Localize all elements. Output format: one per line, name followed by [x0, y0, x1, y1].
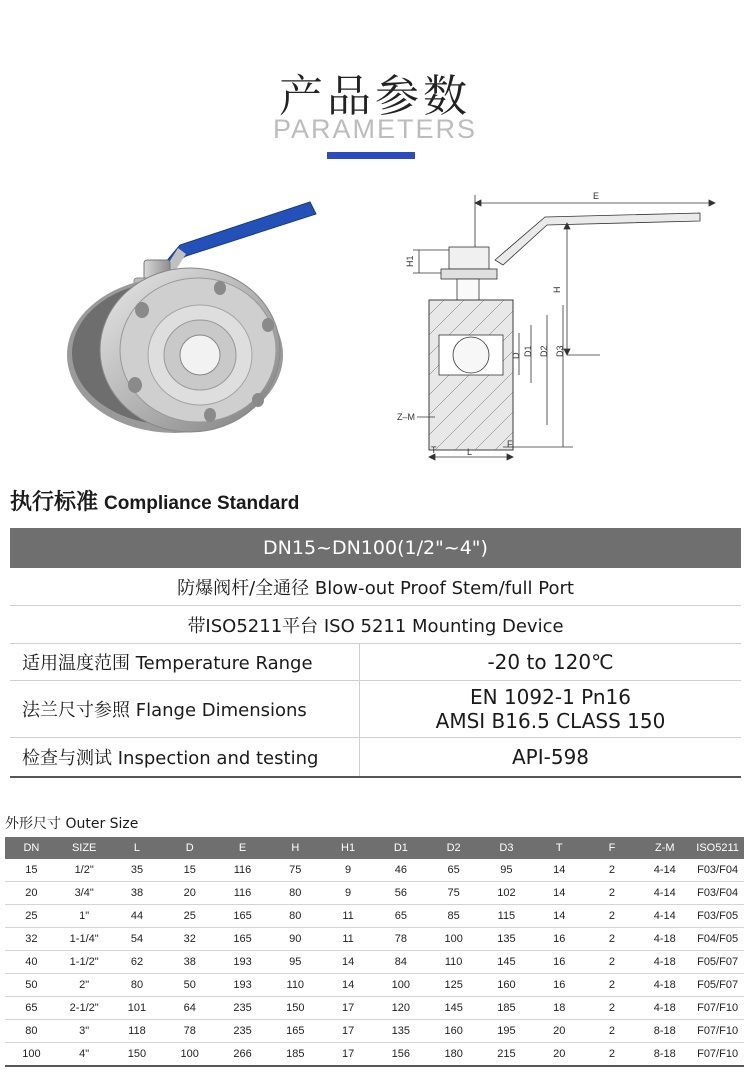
table-cell: 20: [533, 1020, 586, 1043]
size-range-row: [10, 528, 741, 568]
table-cell: 4-18: [638, 974, 691, 997]
table-cell: 100: [5, 1043, 58, 1067]
table-cell: 25: [163, 905, 216, 928]
table-cell: 195: [480, 1020, 533, 1043]
table-cell: 115: [480, 905, 533, 928]
table-cell: 156: [374, 1043, 427, 1067]
table-cell: 75: [269, 859, 322, 882]
table-cell: 2: [586, 1020, 639, 1043]
table-cell: 135: [480, 928, 533, 951]
table-cell: 65: [5, 997, 58, 1020]
table-cell: 95: [480, 859, 533, 882]
table-cell: F03/F04: [691, 859, 744, 882]
table-cell: 185: [269, 1043, 322, 1067]
table-cell: 160: [480, 974, 533, 997]
outer-size-title: 外形尺寸 Outer Size: [5, 816, 139, 832]
spec-value-flange: [360, 681, 742, 738]
table-cell: 90: [269, 928, 322, 951]
dim-label-d: D: [511, 352, 521, 359]
spec-row: [10, 644, 741, 681]
spec-row: [10, 681, 741, 738]
table-cell: 1-1/2": [58, 951, 111, 974]
dim-label-d3: D3: [555, 345, 565, 357]
table-header-row: [5, 837, 744, 859]
table-cell: 84: [374, 951, 427, 974]
table-cell: 118: [111, 1020, 164, 1043]
valve-dimension-drawing: [395, 185, 725, 465]
table-cell: 110: [427, 951, 480, 974]
table-cell: 9: [322, 859, 375, 882]
size-range: DN15~DN100(1/2"~4"): [10, 528, 741, 568]
table-cell: 4-18: [638, 928, 691, 951]
feature-blowout: 防爆阀杆/全通径 Blow-out Proof Stem/full Port: [10, 568, 741, 606]
table-row: [5, 1020, 744, 1043]
table-cell: 3/4": [58, 882, 111, 905]
dim-label-d1: D1: [523, 345, 533, 357]
table-cell: 160: [427, 1020, 480, 1043]
spec-row: [10, 738, 741, 778]
column-header: H: [269, 837, 322, 859]
dim-label-t: T: [431, 445, 437, 455]
table-cell: 32: [163, 928, 216, 951]
table-row: [5, 928, 744, 951]
compliance-table: [10, 528, 741, 778]
table-cell: 80: [5, 1020, 58, 1043]
column-header: Z-M: [638, 837, 691, 859]
table-cell: 95: [269, 951, 322, 974]
table-cell: 54: [111, 928, 164, 951]
table-cell: 50: [163, 974, 216, 997]
table-cell: 165: [216, 905, 269, 928]
column-header: E: [216, 837, 269, 859]
table-cell: 64: [163, 997, 216, 1020]
table-row: [5, 859, 744, 882]
table-cell: 9: [322, 882, 375, 905]
column-header: SIZE: [58, 837, 111, 859]
feature-row: [10, 606, 741, 644]
table-cell: 46: [374, 859, 427, 882]
table-cell: 4-14: [638, 882, 691, 905]
dim-label-l: L: [467, 447, 473, 457]
table-cell: 4": [58, 1043, 111, 1067]
table-cell: 266: [216, 1043, 269, 1067]
table-cell: 1-1/4": [58, 928, 111, 951]
table-cell: 2-1/2": [58, 997, 111, 1020]
table-cell: 20: [5, 882, 58, 905]
table-cell: 17: [322, 1043, 375, 1067]
table-cell: 25: [5, 905, 58, 928]
table-row: [5, 974, 744, 997]
table-cell: 3": [58, 1020, 111, 1043]
table-cell: 65: [427, 859, 480, 882]
table-cell: 75: [427, 882, 480, 905]
column-header: T: [533, 837, 586, 859]
dim-label-f: F: [507, 439, 513, 449]
table-cell: 180: [427, 1043, 480, 1067]
table-cell: 40: [5, 951, 58, 974]
page-title-cn: 产品参数: [279, 71, 471, 122]
table-cell: 1": [58, 905, 111, 928]
table-cell: 102: [480, 882, 533, 905]
ball-valve-photo: [60, 190, 320, 435]
table-cell: 2: [586, 882, 639, 905]
table-cell: 78: [374, 928, 427, 951]
table-row: [5, 905, 744, 928]
compliance-title-cn: 执行标准: [10, 490, 99, 515]
column-header: ISO5211: [691, 837, 744, 859]
table-cell: 120: [374, 997, 427, 1020]
table-cell: 14: [322, 974, 375, 997]
feature-row: [10, 568, 741, 606]
table-cell: 2: [586, 951, 639, 974]
flange-standard-en: EN 1092-1 Pn16: [470, 685, 631, 709]
table-cell: 14: [533, 882, 586, 905]
spec-label-temperature: 适用温度范围 Temperature Range: [10, 644, 360, 681]
table-cell: 125: [427, 974, 480, 997]
column-header: DN: [5, 837, 58, 859]
table-cell: 16: [533, 974, 586, 997]
table-cell: 101: [111, 997, 164, 1020]
table-cell: 50: [5, 974, 58, 997]
table-cell: 20: [533, 1043, 586, 1067]
table-cell: 2: [586, 974, 639, 997]
table-cell: F04/F05: [691, 928, 744, 951]
table-cell: F07/F10: [691, 1020, 744, 1043]
table-row: [5, 951, 744, 974]
table-cell: 62: [111, 951, 164, 974]
table-cell: 2: [586, 905, 639, 928]
table-cell: F07/F10: [691, 997, 744, 1020]
table-cell: 56: [374, 882, 427, 905]
table-cell: 2: [586, 1043, 639, 1067]
table-cell: 165: [216, 928, 269, 951]
table-cell: 4-18: [638, 951, 691, 974]
feature-iso-mounting: 带ISO5211平台 ISO 5211 Mounting Device: [10, 606, 741, 644]
table-cell: 145: [480, 951, 533, 974]
column-header: D2: [427, 837, 480, 859]
column-header: D1: [374, 837, 427, 859]
table-cell: F03/F05: [691, 905, 744, 928]
table-cell: 100: [374, 974, 427, 997]
table-cell: 11: [322, 928, 375, 951]
spec-value-temperature: -20 to 120℃: [360, 644, 742, 681]
table-cell: 4-14: [638, 859, 691, 882]
table-cell: 145: [427, 997, 480, 1020]
spec-value-inspection: API-598: [360, 738, 742, 778]
table-cell: 44: [111, 905, 164, 928]
table-cell: 215: [480, 1043, 533, 1067]
table-row: [5, 997, 744, 1020]
spec-label-inspection: 检查与测试 Inspection and testing: [10, 738, 360, 778]
table-cell: 15: [5, 859, 58, 882]
table-cell: 100: [427, 928, 480, 951]
table-cell: 100: [163, 1043, 216, 1067]
table-cell: 150: [269, 997, 322, 1020]
column-header: L: [111, 837, 164, 859]
table-cell: 165: [269, 1020, 322, 1043]
table-cell: 2: [586, 859, 639, 882]
table-cell: 32: [5, 928, 58, 951]
table-cell: 8-18: [638, 1043, 691, 1067]
table-cell: 116: [216, 882, 269, 905]
table-row: [5, 882, 744, 905]
column-header: H1: [322, 837, 375, 859]
table-cell: 14: [533, 859, 586, 882]
compliance-title-en: Compliance Standard: [104, 493, 300, 514]
table-cell: 193: [216, 951, 269, 974]
table-cell: 193: [216, 974, 269, 997]
dim-label-e: E: [593, 191, 600, 201]
table-cell: 4-14: [638, 905, 691, 928]
table-cell: F03/F04: [691, 882, 744, 905]
table-row: [5, 1043, 744, 1067]
table-cell: 16: [533, 951, 586, 974]
dim-label-h: H: [552, 286, 562, 293]
table-cell: 110: [269, 974, 322, 997]
table-cell: 14: [533, 905, 586, 928]
table-cell: 35: [111, 859, 164, 882]
dim-label-d2: D2: [539, 345, 549, 357]
table-cell: 14: [322, 951, 375, 974]
page-title-en: PARAMETERS: [272, 114, 478, 144]
table-cell: 116: [216, 859, 269, 882]
table-cell: 150: [111, 1043, 164, 1067]
dim-label-h1: H1: [405, 255, 415, 267]
table-cell: 65: [374, 905, 427, 928]
table-cell: F05/F07: [691, 974, 744, 997]
table-cell: 2: [586, 928, 639, 951]
table-cell: 38: [163, 951, 216, 974]
dim-label-zm: Z–M: [397, 412, 415, 422]
flange-standard-amsi: AMSI B16.5 CLASS 150: [435, 709, 666, 733]
outer-size-table: [5, 837, 744, 1067]
column-header: D3: [480, 837, 533, 859]
spec-label-flange: 法兰尺寸参照 Flange Dimensions: [10, 681, 360, 738]
table-cell: 1/2": [58, 859, 111, 882]
table-cell: 17: [322, 997, 375, 1020]
table-cell: 18: [533, 997, 586, 1020]
table-cell: 11: [322, 905, 375, 928]
table-cell: 8-18: [638, 1020, 691, 1043]
table-cell: F07/F10: [691, 1043, 744, 1067]
table-cell: F05/F07: [691, 951, 744, 974]
table-cell: 2": [58, 974, 111, 997]
table-cell: 17: [322, 1020, 375, 1043]
table-cell: 235: [216, 997, 269, 1020]
table-cell: 235: [216, 1020, 269, 1043]
column-header: D: [163, 837, 216, 859]
table-cell: 135: [374, 1020, 427, 1043]
table-cell: 185: [480, 997, 533, 1020]
table-cell: 85: [427, 905, 480, 928]
table-cell: 20: [163, 882, 216, 905]
column-header: F: [586, 837, 639, 859]
title-accent-bar: [327, 152, 415, 159]
table-cell: 80: [269, 882, 322, 905]
table-cell: 4-18: [638, 997, 691, 1020]
table-cell: 16: [533, 928, 586, 951]
compliance-section-title: [10, 485, 299, 516]
table-cell: 2: [586, 997, 639, 1020]
table-cell: 78: [163, 1020, 216, 1043]
table-cell: 80: [269, 905, 322, 928]
table-cell: 38: [111, 882, 164, 905]
table-cell: 80: [111, 974, 164, 997]
table-cell: 15: [163, 859, 216, 882]
